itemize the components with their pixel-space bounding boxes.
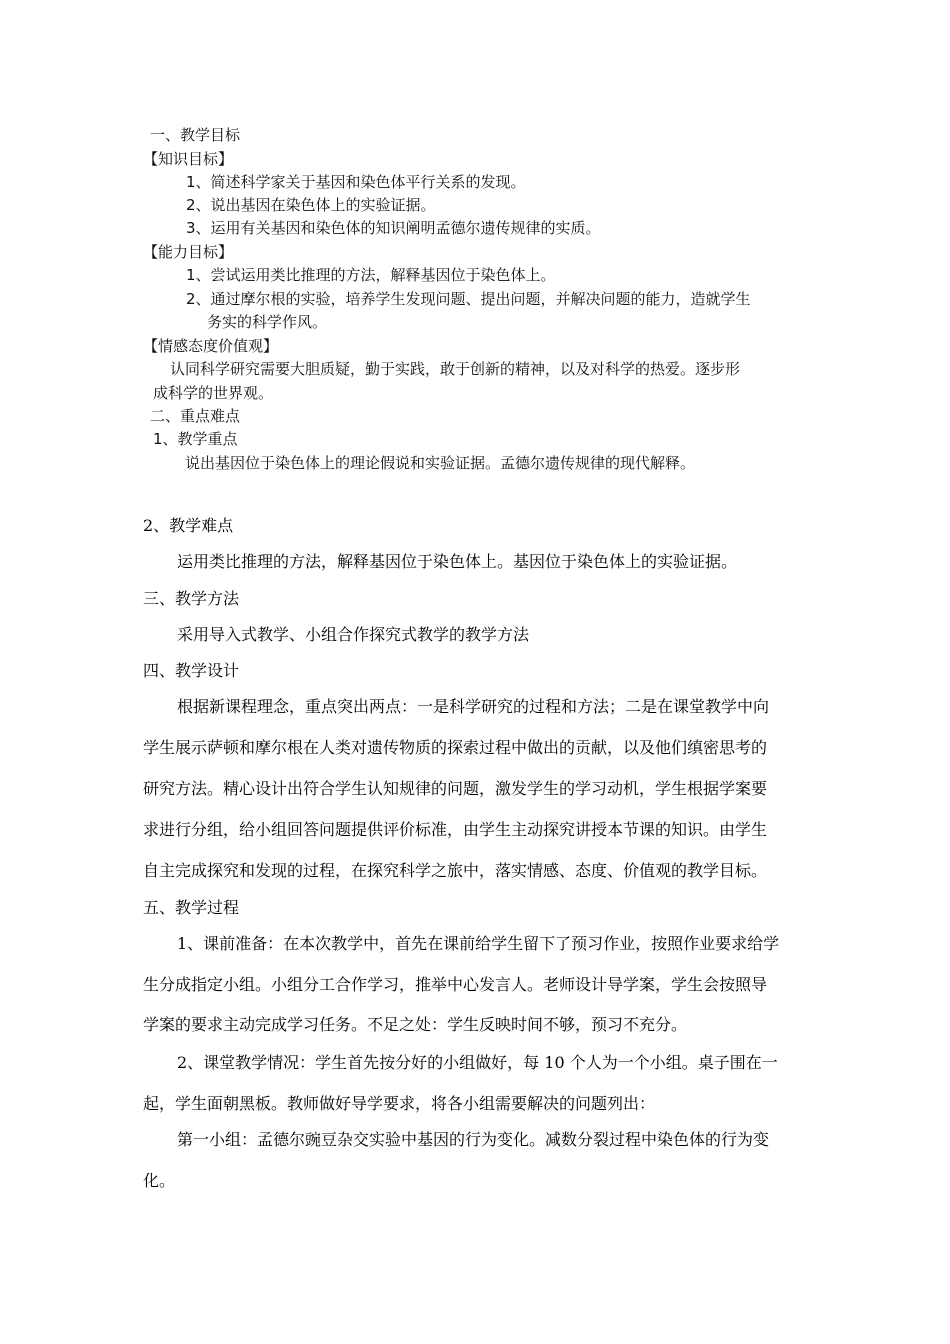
- emotion-goal-line: 成科学的世界观。: [153, 384, 274, 402]
- classroom-paragraph-line: 2、课堂教学情况：学生首先按分好的小组做好，每 10 个人为一个小组。桌子围在一: [177, 1053, 778, 1072]
- knowledge-goal-item: 2、说出基因在染色体上的实验证据。: [186, 196, 436, 214]
- preparation-paragraph-line: 1、课前准备：在本次教学中，首先在课前给学生留下了预习作业，按照作业要求给学: [177, 934, 780, 953]
- design-paragraph-line: 研究方法。精心设计出符合学生认知规律的问题，激发学生的学习动机，学生根据学案要: [143, 779, 768, 798]
- preparation-paragraph-line: 学案的要求主动完成学习任务。不足之处：学生反映时间不够，预习不充分。: [143, 1015, 688, 1034]
- teaching-difficulty-text: 运用类比推理的方法，解释基因位于染色体上。基因位于染色体上的实验证据。: [177, 552, 738, 571]
- teaching-focus-text: 说出基因位于染色体上的理论假说和实验证据。孟德尔遗传规律的现代解释。: [185, 454, 696, 472]
- design-paragraph-line: 求进行分组，给小组回答问题提供评价标准，由学生主动探究讲授本节课的知识。由学生: [143, 820, 768, 839]
- section-heading-objectives: 一、教学目标: [150, 126, 241, 144]
- knowledge-goal-item: 1、简述科学家关于基因和染色体平行关系的发现。: [186, 173, 526, 191]
- ability-goal-item: 2、通过摩尔根的实验，培养学生发现问题、提出问题，并解决问题的能力，造就学生: [186, 290, 751, 308]
- design-paragraph-line: 学生展示萨顿和摩尔根在人类对遗传物质的探索过程中做出的贡献，以及他们缜密思考的: [143, 738, 768, 757]
- section-heading-key-points: 二、重点难点: [150, 407, 241, 425]
- preparation-paragraph-line: 生分成指定小组。小组分工合作学习，推举中心发言人。老师设计导学案，学生会按照导: [143, 975, 768, 994]
- knowledge-goals-title: 【知识目标】: [143, 150, 234, 168]
- teaching-focus-title: 1、教学重点: [153, 430, 238, 448]
- design-paragraph-line: 自主完成探究和发现的过程，在探究科学之旅中，落实情感、态度、价值观的教学目标。: [143, 861, 768, 880]
- knowledge-goal-item: 3、运用有关基因和染色体的知识阐明孟德尔遗传规律的实质。: [186, 219, 601, 237]
- section-heading-methods: 三、教学方法: [143, 589, 240, 608]
- methods-text: 采用导入式教学、小组合作探究式教学的教学方法: [177, 625, 530, 644]
- ability-goal-item: 1、尝试运用类比推理的方法，解释基因位于染色体上。: [186, 266, 556, 284]
- section-heading-design: 四、教学设计: [143, 661, 240, 680]
- ability-goals-title: 【能力目标】: [143, 243, 234, 261]
- design-paragraph-line: 根据新课程理念，重点突出两点：一是科学研究的过程和方法；二是在课堂教学中向: [177, 697, 770, 716]
- group-one-task-line: 第一小组：孟德尔豌豆杂交实验中基因的行为变化。减数分裂过程中染色体的行为变: [177, 1130, 770, 1149]
- teaching-difficulty-title: 2、教学难点: [143, 516, 234, 535]
- section-heading-process: 五、教学过程: [143, 898, 240, 917]
- group-one-task-line: 化。: [143, 1171, 176, 1190]
- ability-goal-item: 务实的科学作风。: [207, 313, 328, 331]
- classroom-paragraph-line: 起，学生面朝黑板。教师做好导学要求，将各小组需要解决的问题列出：: [143, 1094, 656, 1113]
- emotion-goal-line: 认同科学研究需要大胆质疑，勤于实践，敢于创新的精神，以及对科学的热爱。逐步形: [170, 360, 741, 378]
- emotion-goals-title: 【情感态度价值观】: [143, 337, 279, 355]
